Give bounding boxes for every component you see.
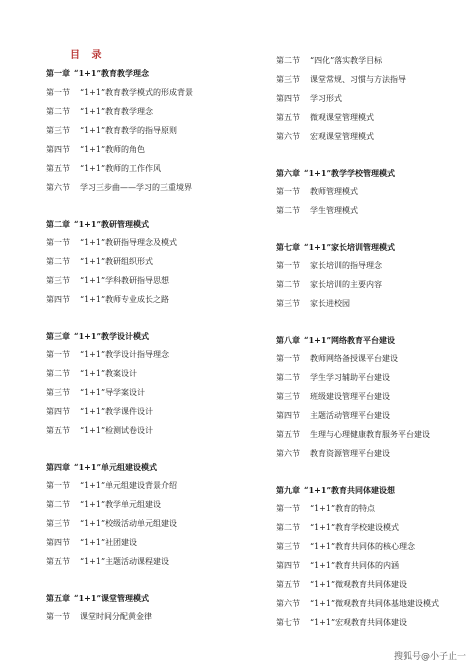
- section-number: 第四节: [46, 145, 70, 154]
- toc-section-entry: [46, 426, 153, 436]
- chapter-number: 第六章: [276, 168, 300, 178]
- section-title: “1+1”单元组建设背景介绍: [80, 481, 178, 490]
- section-title: “1+1”教案设计: [80, 369, 138, 378]
- section-number: 第三节: [46, 519, 70, 528]
- chapter-number: 第五章: [46, 593, 70, 603]
- toc-section-entry: [46, 183, 192, 193]
- section-number: 第四节: [46, 538, 70, 547]
- section-title: “1+1”微观教育共同体基地建设模式: [310, 599, 440, 608]
- section-title: “1+1”主题活动课程建设: [80, 557, 170, 566]
- section-title: “1+1”社团建设: [80, 538, 138, 547]
- toc-section-entry: [46, 126, 177, 136]
- toc-section-entry: [46, 88, 193, 98]
- section-number: 第五节: [46, 426, 70, 435]
- section-number: 第六节: [276, 132, 300, 141]
- section-number: 第一节: [46, 350, 70, 359]
- section-number: 第二节: [276, 56, 300, 65]
- chapter-title: “1+1”教学设计模式: [74, 331, 150, 341]
- section-title: 学生管理模式: [310, 206, 358, 215]
- toc-section-entry: [276, 411, 390, 421]
- toc-section-entry: [46, 407, 153, 417]
- chapter-number: 第二章: [46, 219, 70, 229]
- toc-section-entry: [46, 519, 177, 529]
- section-number: 第一节: [46, 238, 70, 247]
- toc-section-entry: [46, 557, 169, 567]
- section-title: “1+1”检测试卷设计: [80, 426, 154, 435]
- toc-section-entry: [276, 299, 350, 309]
- chapter-number: 第八章: [276, 335, 300, 345]
- section-number: 第六节: [276, 449, 300, 458]
- chapter-title: “1+1”教育教学理念: [74, 68, 150, 78]
- section-number: 第一节: [46, 612, 70, 621]
- section-number: 第三节: [276, 542, 300, 551]
- section-number: 第一节: [276, 354, 300, 363]
- toc-section-entry: [46, 145, 145, 155]
- section-title: “1+1”教学课件设计: [80, 407, 154, 416]
- toc-section-entry: [276, 206, 358, 216]
- toc-title: 目 录: [70, 50, 106, 61]
- chapter-number: 第九章: [276, 485, 300, 495]
- toc-chapter-entry: [276, 168, 395, 178]
- section-number: 第三节: [276, 392, 300, 401]
- toc-section-entry: [46, 500, 161, 510]
- toc-section-entry: [46, 107, 153, 117]
- chapter-title: “1+1”课堂管理模式: [74, 593, 150, 603]
- section-title: “1+1”校级活动单元组建设: [80, 519, 178, 528]
- toc-chapter-entry: [46, 462, 157, 472]
- section-title: 生理与心理健康教育服务平台建设: [310, 430, 430, 439]
- toc-chapter-entry: [46, 593, 149, 603]
- section-number: 第二节: [46, 500, 70, 509]
- section-title: 课堂时间分配黄金律: [80, 612, 152, 621]
- section-number: 第一节: [46, 88, 70, 97]
- section-number: 第三节: [276, 75, 300, 84]
- section-title: “1+1”教师专业成长之路: [80, 295, 170, 304]
- chapter-title: “1+1”教育共同体建设想: [304, 485, 396, 495]
- toc-section-entry: [276, 94, 342, 104]
- toc-section-entry: [276, 449, 390, 459]
- section-number: 第四节: [276, 94, 300, 103]
- toc-section-entry: [276, 599, 439, 609]
- section-number: 第六节: [46, 183, 70, 192]
- toc-section-entry: [276, 113, 374, 123]
- section-title: “1+1”学科教研指导思想: [80, 276, 170, 285]
- section-title: “1+1”教育共同体的内涵: [310, 561, 400, 570]
- toc-section-entry: [46, 276, 169, 286]
- toc-section-entry: [276, 187, 358, 197]
- toc-section-entry: [46, 388, 145, 398]
- section-title: 教师网络备授课平台建设: [310, 354, 398, 363]
- section-title: “1+1”宏观教育共同体建设: [310, 618, 408, 627]
- section-number: 第四节: [276, 411, 300, 420]
- section-title: 家长培训的主要内容: [310, 280, 382, 289]
- chapter-number: 第三章: [46, 331, 70, 341]
- section-title: “1+1”教育的特点: [310, 504, 376, 513]
- toc-section-entry: [46, 538, 137, 548]
- toc-section-entry: [276, 430, 430, 440]
- section-title: 教师管理模式: [310, 187, 358, 196]
- section-number: 第五节: [276, 430, 300, 439]
- section-number: 第二节: [46, 107, 70, 116]
- toc-chapter-entry: [276, 335, 395, 345]
- section-title: “1+1”教育教学的指导原则: [80, 126, 178, 135]
- section-number: 第四节: [46, 295, 70, 304]
- toc-section-entry: [276, 504, 375, 514]
- toc-section-entry: [276, 561, 399, 571]
- section-number: 第四节: [276, 561, 300, 570]
- section-title: “1+1”教育教学模式的形成背景: [80, 88, 194, 97]
- chapter-title: “1+1”家长培训管理模式: [304, 242, 396, 252]
- chapter-number: 第七章: [276, 242, 300, 252]
- section-number: 第五节: [46, 557, 70, 566]
- section-number: 第五节: [276, 580, 300, 589]
- section-title: 学生学习辅助平台建设: [310, 373, 390, 382]
- chapter-title: “1+1”教研管理模式: [74, 219, 150, 229]
- toc-section-entry: [46, 164, 161, 174]
- section-number: 第二节: [46, 369, 70, 378]
- section-title: “1+1”微观教育共同体建设: [310, 580, 408, 589]
- chapter-title: “1+1”网络教育平台建设: [304, 335, 396, 345]
- section-number: 第一节: [276, 187, 300, 196]
- section-number: 第五节: [46, 164, 70, 173]
- section-title: “1+1”教师的角色: [80, 145, 146, 154]
- toc-section-entry: [276, 523, 399, 533]
- section-title: “1+1”教学设计指导理念: [80, 350, 170, 359]
- toc-section-entry: [276, 132, 374, 142]
- section-title: “1+1”导学案设计: [80, 388, 146, 397]
- toc-section-entry: [46, 257, 153, 267]
- toc-chapter-entry: [276, 242, 395, 252]
- section-number: 第三节: [46, 388, 70, 397]
- section-title: 微观课堂管理模式: [310, 113, 374, 122]
- section-number: 第二节: [276, 206, 300, 215]
- section-title: 家长进校园: [310, 299, 350, 308]
- toc-section-entry: [276, 75, 406, 85]
- toc-section-entry: [46, 369, 137, 379]
- toc-section-entry: [276, 580, 407, 590]
- toc-section-entry: [276, 542, 415, 552]
- chapter-title: “1+1”教学学校管理模式: [304, 168, 396, 178]
- chapter-number: 第四章: [46, 462, 70, 472]
- section-title: “1+1”教研指导理念及模式: [80, 238, 178, 247]
- toc-section-entry: [276, 392, 390, 402]
- section-number: 第二节: [46, 257, 70, 266]
- toc-section-entry: [276, 618, 407, 628]
- toc-section-entry: [46, 238, 177, 248]
- toc-section-entry: [46, 481, 177, 491]
- section-number: 第二节: [276, 373, 300, 382]
- section-title: “1+1”教育学校建设模式: [310, 523, 400, 532]
- toc-section-entry: [276, 56, 382, 66]
- section-title: 家长培训的指导理念: [310, 261, 382, 270]
- section-number: 第一节: [276, 504, 300, 513]
- section-title: 学习三步曲——学习的三重境界: [80, 183, 192, 192]
- section-number: 第三节: [276, 299, 300, 308]
- section-number: 第二节: [276, 523, 300, 532]
- toc-chapter-entry: [276, 485, 395, 495]
- section-number: 第六节: [276, 599, 300, 608]
- section-title: “1+1”教研组织形式: [80, 257, 154, 266]
- toc-section-entry: [46, 350, 169, 360]
- chapter-number: 第一章: [46, 68, 70, 78]
- section-number: 第三节: [46, 126, 70, 135]
- section-title: “1+1”教师的工作作风: [80, 164, 162, 173]
- section-title: 教育资源管理平台建设: [310, 449, 390, 458]
- toc-section-entry: [46, 295, 169, 305]
- watermark: 搜狐号@小子止一: [393, 652, 466, 662]
- toc-section-entry: [276, 354, 398, 364]
- section-number: 第一节: [276, 261, 300, 270]
- section-number: 第七节: [276, 618, 300, 627]
- section-title: 主题活动管理平台建设: [310, 411, 390, 420]
- toc-chapter-entry: [46, 331, 149, 341]
- section-title: “1+1”教育共同体的核心理念: [310, 542, 416, 551]
- toc-chapter-entry: [46, 219, 149, 229]
- toc-section-entry: [276, 373, 390, 383]
- toc-section-entry: [276, 280, 382, 290]
- section-title: 学习形式: [310, 94, 342, 103]
- section-number: 第一节: [46, 481, 70, 490]
- section-number: 第五节: [276, 113, 300, 122]
- section-title: 宏观课堂管理模式: [310, 132, 374, 141]
- chapter-title: “1+1”单元组建设模式: [74, 462, 158, 472]
- section-title: “1+1”教育教学理念: [80, 107, 154, 116]
- section-title: 班级建设管理平台建设: [310, 392, 390, 401]
- section-title: 课堂常规、习惯与方法指导: [310, 75, 406, 84]
- section-number: 第三节: [46, 276, 70, 285]
- section-number: 第二节: [276, 280, 300, 289]
- toc-chapter-entry: [46, 68, 149, 78]
- section-number: 第四节: [46, 407, 70, 416]
- toc-section-entry: [276, 261, 382, 271]
- section-title: “四化”落实教学目标: [310, 56, 383, 65]
- section-title: “1+1”教学单元组建设: [80, 500, 162, 509]
- toc-section-entry: [46, 612, 152, 622]
